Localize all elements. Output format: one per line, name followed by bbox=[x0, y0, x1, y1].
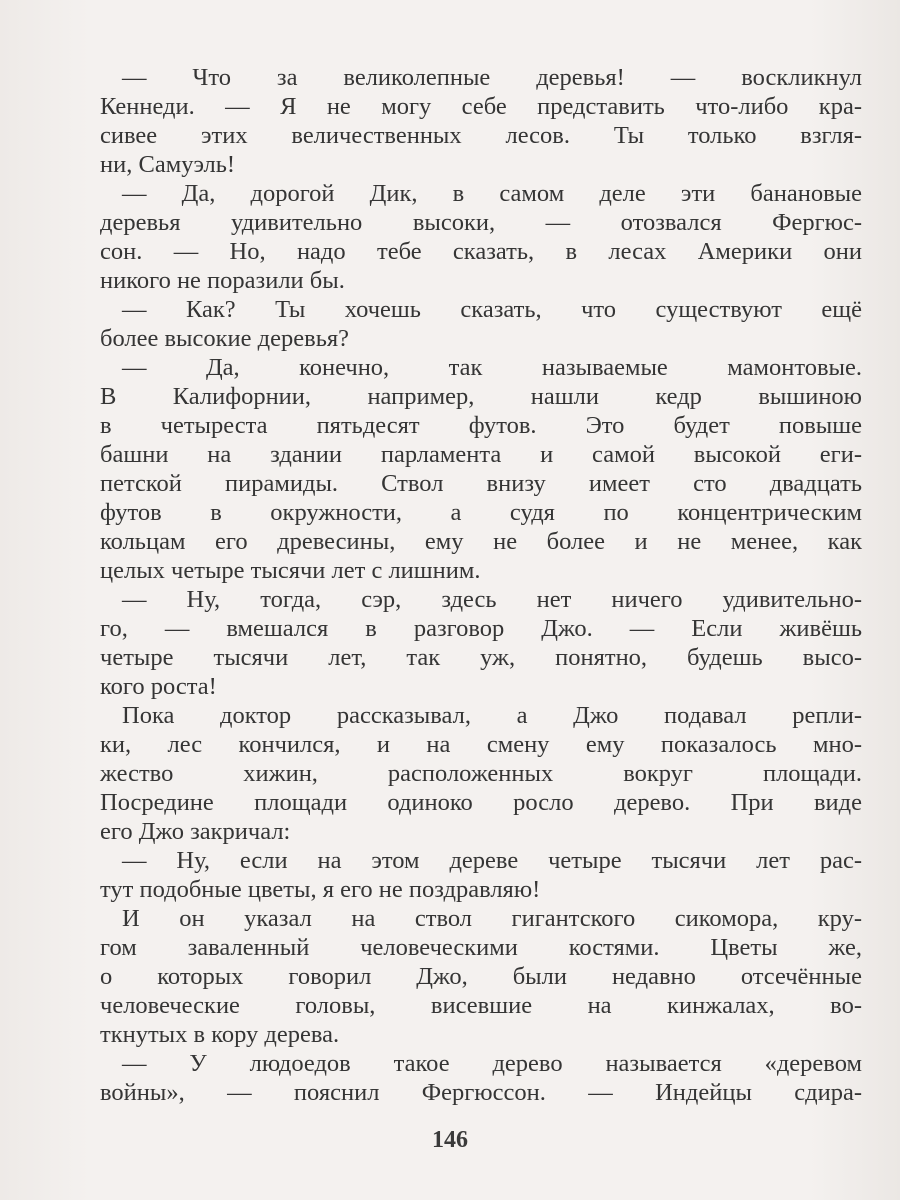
text-line: — Да, конечно, так называемые мамонтовые. bbox=[122, 354, 862, 381]
text-line: И он указал на ствол гигантского сикомора, кру- bbox=[122, 905, 862, 932]
text-line: Пока доктор рассказывал, а Джо подавал репли- bbox=[122, 702, 862, 729]
text-line: — Ну, тогда, сэр, здесь нет ничего удивительно- bbox=[122, 586, 862, 613]
text-line: деревья удивительно высоки, — отозвался Фергюс- bbox=[100, 209, 862, 236]
text-line: В Калифорнии, например, нашли кедр вышиною bbox=[100, 383, 862, 410]
text-line: башни на здании парламента и самой высокой еги- bbox=[100, 441, 862, 468]
text-line: о которых говорил Джо, были недавно отсечённые bbox=[100, 963, 862, 990]
text-line: в четыреста пятьдесят футов. Это будет повыше bbox=[100, 412, 862, 439]
text-line: ткнутых в кору дерева. bbox=[100, 1021, 340, 1048]
text-line: — Что за великолепные деревья! — воскликнул bbox=[122, 64, 862, 91]
text-line: человеческие головы, висевшие на кинжалах, во- bbox=[100, 992, 862, 1019]
text-line: кого роста! bbox=[100, 673, 217, 700]
text-line: футов в окружности, а судя по концентрическим bbox=[100, 499, 862, 526]
text-line: — Ну, если на этом дереве четыре тысячи лет рас- bbox=[122, 847, 862, 874]
text-line: войны», — пояснил Фергюссон. — Индейцы сдира- bbox=[100, 1079, 862, 1106]
text-line: сон. — Но, надо тебе сказать, в лесах Америки они bbox=[100, 238, 862, 265]
page-number: 146 bbox=[432, 1127, 468, 1153]
text-line: сивее этих величественных лесов. Ты только взгля- bbox=[100, 122, 862, 149]
text-line: его Джо закричал: bbox=[100, 818, 291, 845]
text-line: жество хижин, расположенных вокруг площади. bbox=[100, 760, 862, 787]
text-line: Посредине площади одиноко росло дерево. При виде bbox=[100, 789, 862, 816]
text-line: Кеннеди. — Я не могу себе представить что-либо кра- bbox=[100, 93, 862, 120]
text-line: — У людоедов такое дерево называется «деревом bbox=[122, 1050, 862, 1077]
text-line: кольцам его древесины, ему не более и не менее, как bbox=[100, 528, 862, 555]
text-line: го, — вмешался в разговор Джо. — Если живёшь bbox=[100, 615, 862, 642]
text-line: четыре тысячи лет, так уж, понятно, будешь высо- bbox=[100, 644, 862, 671]
text-line: целых четыре тысячи лет с лишним. bbox=[100, 557, 481, 584]
text-line: более высокие деревья? bbox=[100, 325, 350, 352]
text-line: ни, Самуэль! bbox=[100, 151, 236, 178]
text-line: тут подобные цветы, я его не поздравляю! bbox=[100, 876, 541, 903]
text-line: петской пирамиды. Ствол внизу имеет сто двадцать bbox=[100, 470, 862, 497]
text-line: никого не поразили бы. bbox=[100, 267, 345, 294]
text-line: — Как? Ты хочешь сказать, что существуют ещё bbox=[122, 296, 862, 323]
text-line: гом заваленный человеческими костями. Цветы же, bbox=[100, 934, 862, 961]
text-line: — Да, дорогой Дик, в самом деле эти банановые bbox=[122, 180, 862, 207]
text-line: ки, лес кончился, и на смену ему показалось мно- bbox=[100, 731, 862, 758]
body-text bbox=[100, 63, 862, 1107]
